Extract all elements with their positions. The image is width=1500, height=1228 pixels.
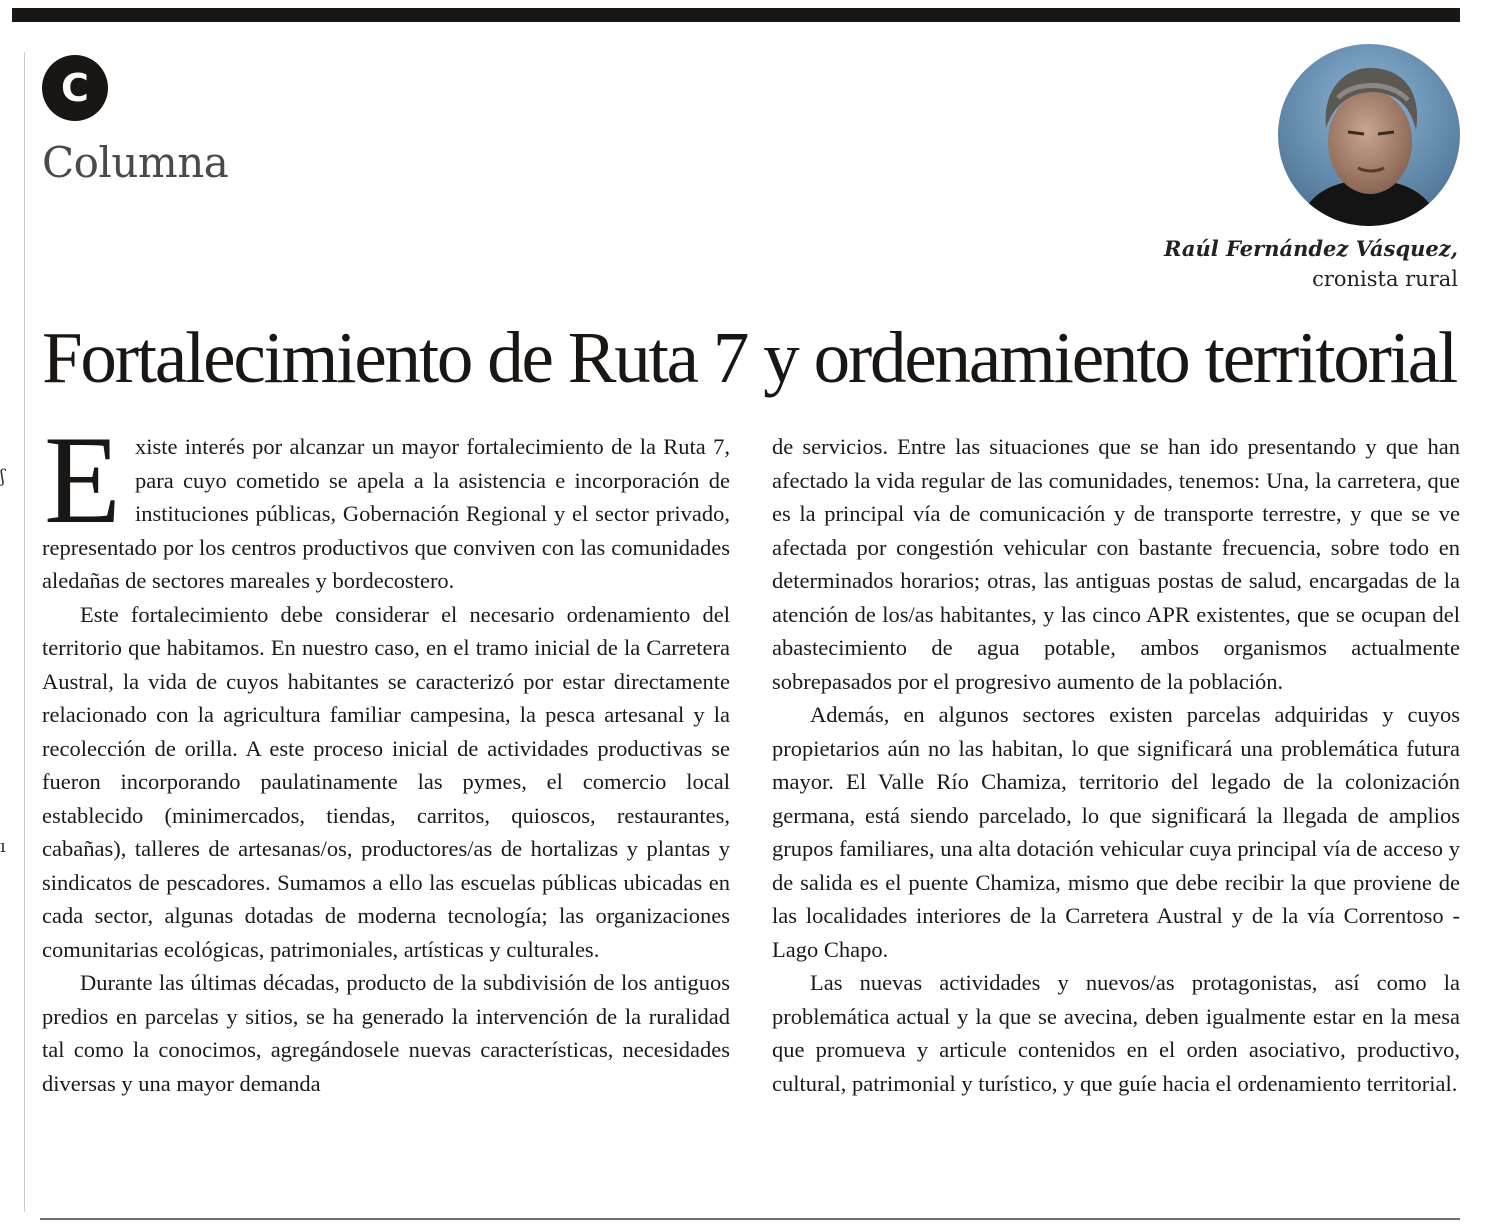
- article-paragraph-continued: de servicios. Entre las situaciones que se han ido presentando y que han afectado la vida regular de las comunidades, tenemos: Una, la carretera, que es la principal vía de comunicación y de transporte terrestre, y que se ve afectada por congestión vehicular con bastante frecuencia, sobre todo en determinados horarios; otras, las antiguas postas de salud, encargadas de la atención de los/as habitantes, y las cinco APR existentes, que se ocupan del abastecimiento de agua potable, ambos organismos actualmente sobrepasados por el progresivo aumento de la población.: [772, 434, 1460, 694]
- section-logo: [42, 55, 108, 121]
- section-label: Columna: [42, 138, 229, 187]
- author-name: Raúl Fernández Vásquez,: [1163, 236, 1458, 261]
- margin-mark: ʃ: [0, 466, 5, 487]
- article-column-right: [772, 430, 1460, 1100]
- page-left-edge: [24, 52, 25, 1212]
- bottom-rule: [40, 1218, 1460, 1220]
- author-photo: [1278, 44, 1460, 226]
- article-paragraph: Las nuevas actividades y nuevos/as protagonistas, así como la problemática actual y la que se avecina, deben igualmente estar en la mesa que promueva y articule contenidos en el orden asociativo, productivo, cultural, patrimonial y turístico, y que guíe hacia el ordenamiento territorial.: [772, 970, 1460, 1096]
- article-headline: Fortalecimiento de Ruta 7 y ordenamiento territorial: [42, 317, 1457, 398]
- top-rule: [12, 8, 1460, 22]
- article-paragraph: Además, en algunos sectores existen parcelas adquiridas y cuyos propietarios aún no las habitan, lo que significará una problemática futura mayor. El Valle Río Chamiza, territorio del legado de la colonización germana, está siendo parcelado, lo que significará la llegada de amplios grupos familiares, una alta dotación vehicular cuya principal vía de acceso y de salida es el puente Chamiza, mismo que debe recibir la que proviene de las localidades interiores de la Carretera Austral y de la vía Correntoso - Lago Chapo.: [772, 702, 1460, 962]
- paragraph-text: xiste interés por alcanzar un mayor fortalecimiento de la Ruta 7, para cuyo cometido se apela a la asistencia e incorporación de instituciones públicas, Gobernación Regional y el sector privado, representado por los centros productivos que conviven con las comunidades aledañas de sectores mareales y bordecostero.: [42, 434, 730, 593]
- section-logo-letter: C: [61, 66, 89, 110]
- article-paragraph: Durante las últimas décadas, producto de la subdivisión de los antiguos predios en parcelas y sitios, se ha generado la intervención de la ruralidad tal como la conocimos, agregándosele nuevas características, necesidades diversas y una mayor demanda: [42, 970, 730, 1096]
- author-byline: [1164, 234, 1458, 294]
- drop-cap: E: [44, 411, 121, 550]
- margin-mark: ı: [0, 836, 6, 857]
- article-paragraph: Este fortalecimiento debe considerar el necesario ordenamiento del territorio que habitamos. En nuestro caso, en el tramo inicial de la Carretera Austral, la vida de cuyos habitantes se caracterizó por estar directamente relacionado con la agricultura familiar campesina, la pesca artesanal y la recolección de orilla. A este proceso inicial de actividades productivas se fueron incorporando paulatinamente las pymes, el comercio local establecido (minimercados, tiendas, carritos, quioscos, restaurantes, cabañas), talleres de artesanas/os, productores/as de hortalizas y plantas y sindicatos de pescadores. Sumamos a ello las escuelas públicas ubicadas en cada sector, algunas dotadas de moderna tecnología; las organizaciones comunitarias ecológicas, patrimoniales, artísticas y culturales.: [42, 601, 730, 962]
- article-paragraph: [42, 411, 730, 598]
- author-portrait-icon: [1278, 44, 1460, 226]
- article-column-left: [42, 411, 730, 1100]
- author-role: cronista rural: [1312, 267, 1458, 291]
